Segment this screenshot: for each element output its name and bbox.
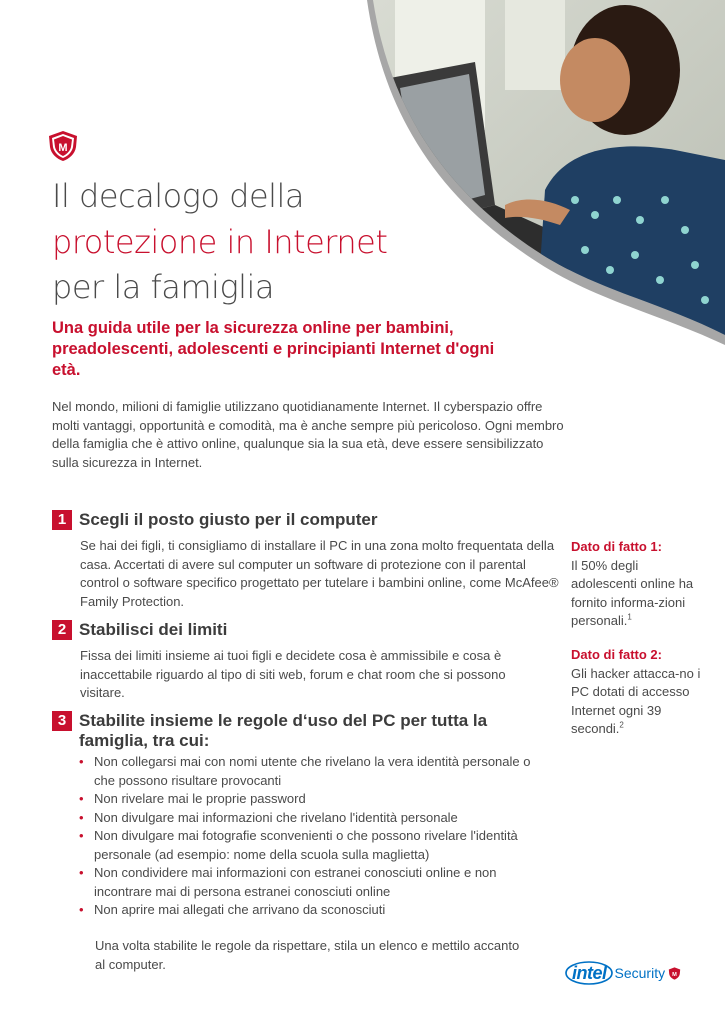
footnote-ref: 1 bbox=[627, 612, 632, 622]
fact-text bbox=[571, 665, 701, 739]
intel-wordmark bbox=[568, 963, 611, 984]
intro-paragraph: Nel mondo, milioni di famiglie utilizzano quotidianamente Internet. Il cyberspazio offre molti vantaggi, opportunità e comodità, ma è anche sempre più pericoloso. Ogni membro della famiglia che è attivo online, qualunque sia la sua età, deve essere sensibilizzato sulla sicurezza in Internet. bbox=[52, 399, 564, 470]
fact-label: Dato di fatto 1: bbox=[571, 539, 662, 554]
bullet-icon: • bbox=[79, 828, 84, 843]
section-title: Stabilite insieme le regole d‘uso del PC per tutta la famiglia, tra cui: bbox=[79, 711, 488, 750]
fact-box-1 bbox=[571, 538, 701, 631]
fact-box-2 bbox=[571, 646, 701, 739]
title-line-1: Il decalogo della bbox=[52, 177, 305, 215]
subtitle: Una guida utile per la sicurezza online per bambini, preadolescenti, adolescenti e principianti Internet d'ogni età. bbox=[52, 319, 495, 379]
section-2-body: Fissa dei limiti insieme ai tuoi figli e decidete cosa è ammissibile e cosa è inaccettabile riguardo al tipo di siti web, forum e chat room che si possono visitare. bbox=[80, 648, 506, 700]
bullet-icon: • bbox=[79, 809, 84, 825]
title-line-3: per la famiglia bbox=[52, 268, 275, 306]
intel-security-logo bbox=[568, 956, 693, 990]
list-item-text: Non divulgare mai fotografie sconvenienti o che possono rivelare l'identità personale (ad esempio: nome della scuola sulla maglietta) bbox=[94, 828, 518, 862]
section-1-body: Se hai dei figli, ti consigliamo di installare il PC in una zona molto frequentata della casa. Accertati di avere sul computer un software di protezione con il parental control o software specifico progettato per tutelare i bambini online, come McAfee® Family Protection. bbox=[80, 538, 559, 609]
svg-text:M: M bbox=[672, 971, 677, 978]
list-item-text: Non aprire mai allegati che arrivano da sconosciuti bbox=[94, 902, 386, 917]
svg-text:M: M bbox=[58, 142, 68, 154]
title-line-2: protezione in Internet bbox=[52, 223, 388, 261]
section-2-heading bbox=[52, 620, 502, 640]
section-3-heading bbox=[52, 711, 532, 751]
list-item bbox=[78, 901, 548, 920]
footnote-ref: 2 bbox=[619, 720, 624, 730]
bullet-icon: • bbox=[79, 865, 84, 880]
fact-text-body: Il 50% degli adolescenti online ha fornito informa-zioni personali. bbox=[571, 557, 694, 628]
fact-text-body: Gli hacker attacca-no i PC dotati di accesso Internet ogni 39 secondi. bbox=[571, 665, 701, 736]
mcafee-shield-icon bbox=[47, 130, 79, 162]
security-wordmark: Security bbox=[614, 965, 666, 981]
hero-photo bbox=[355, 0, 725, 345]
list-item-text: Non collegarsi mai con nomi utente che rivelano la vera identità personale o che possono risultare provocanti bbox=[94, 754, 531, 788]
bullet-icon: • bbox=[79, 902, 84, 917]
list-item bbox=[78, 809, 548, 828]
section-number-badge: 3 bbox=[52, 711, 72, 731]
rules-list bbox=[78, 753, 548, 920]
section-title: Stabilisci dei limiti bbox=[79, 620, 228, 639]
section-title: Scegli il posto giusto per il computer bbox=[79, 510, 378, 529]
list-item bbox=[78, 864, 548, 901]
fact-label: Dato di fatto 2: bbox=[571, 647, 662, 662]
mcafee-mini-shield-icon bbox=[668, 967, 681, 980]
bullet-icon: • bbox=[79, 754, 84, 769]
list-item-text: Non rivelare mai le proprie password bbox=[94, 791, 306, 806]
list-item bbox=[78, 753, 548, 790]
section-number-badge: 2 bbox=[52, 620, 72, 640]
section-1-heading bbox=[52, 510, 502, 530]
list-item-text: Non divulgare mai informazioni che rivelano l'identità personale bbox=[94, 809, 458, 825]
list-item bbox=[78, 827, 548, 864]
closing-paragraph: Una volta stabilite le regole da rispettare, stila un elenco e mettilo accanto al computer. bbox=[95, 938, 520, 972]
list-item-text: Non condividere mai informazioni con estranei conosciuti online e non incontrare mai di persona estranei conosciuti online bbox=[94, 865, 497, 899]
list-item bbox=[78, 790, 548, 809]
fact-text bbox=[571, 557, 701, 631]
bullet-icon: • bbox=[79, 791, 84, 806]
intel-brand-text: intel bbox=[572, 962, 607, 983]
intel-swoosh-icon bbox=[564, 959, 614, 987]
section-number-badge: 1 bbox=[52, 510, 72, 530]
